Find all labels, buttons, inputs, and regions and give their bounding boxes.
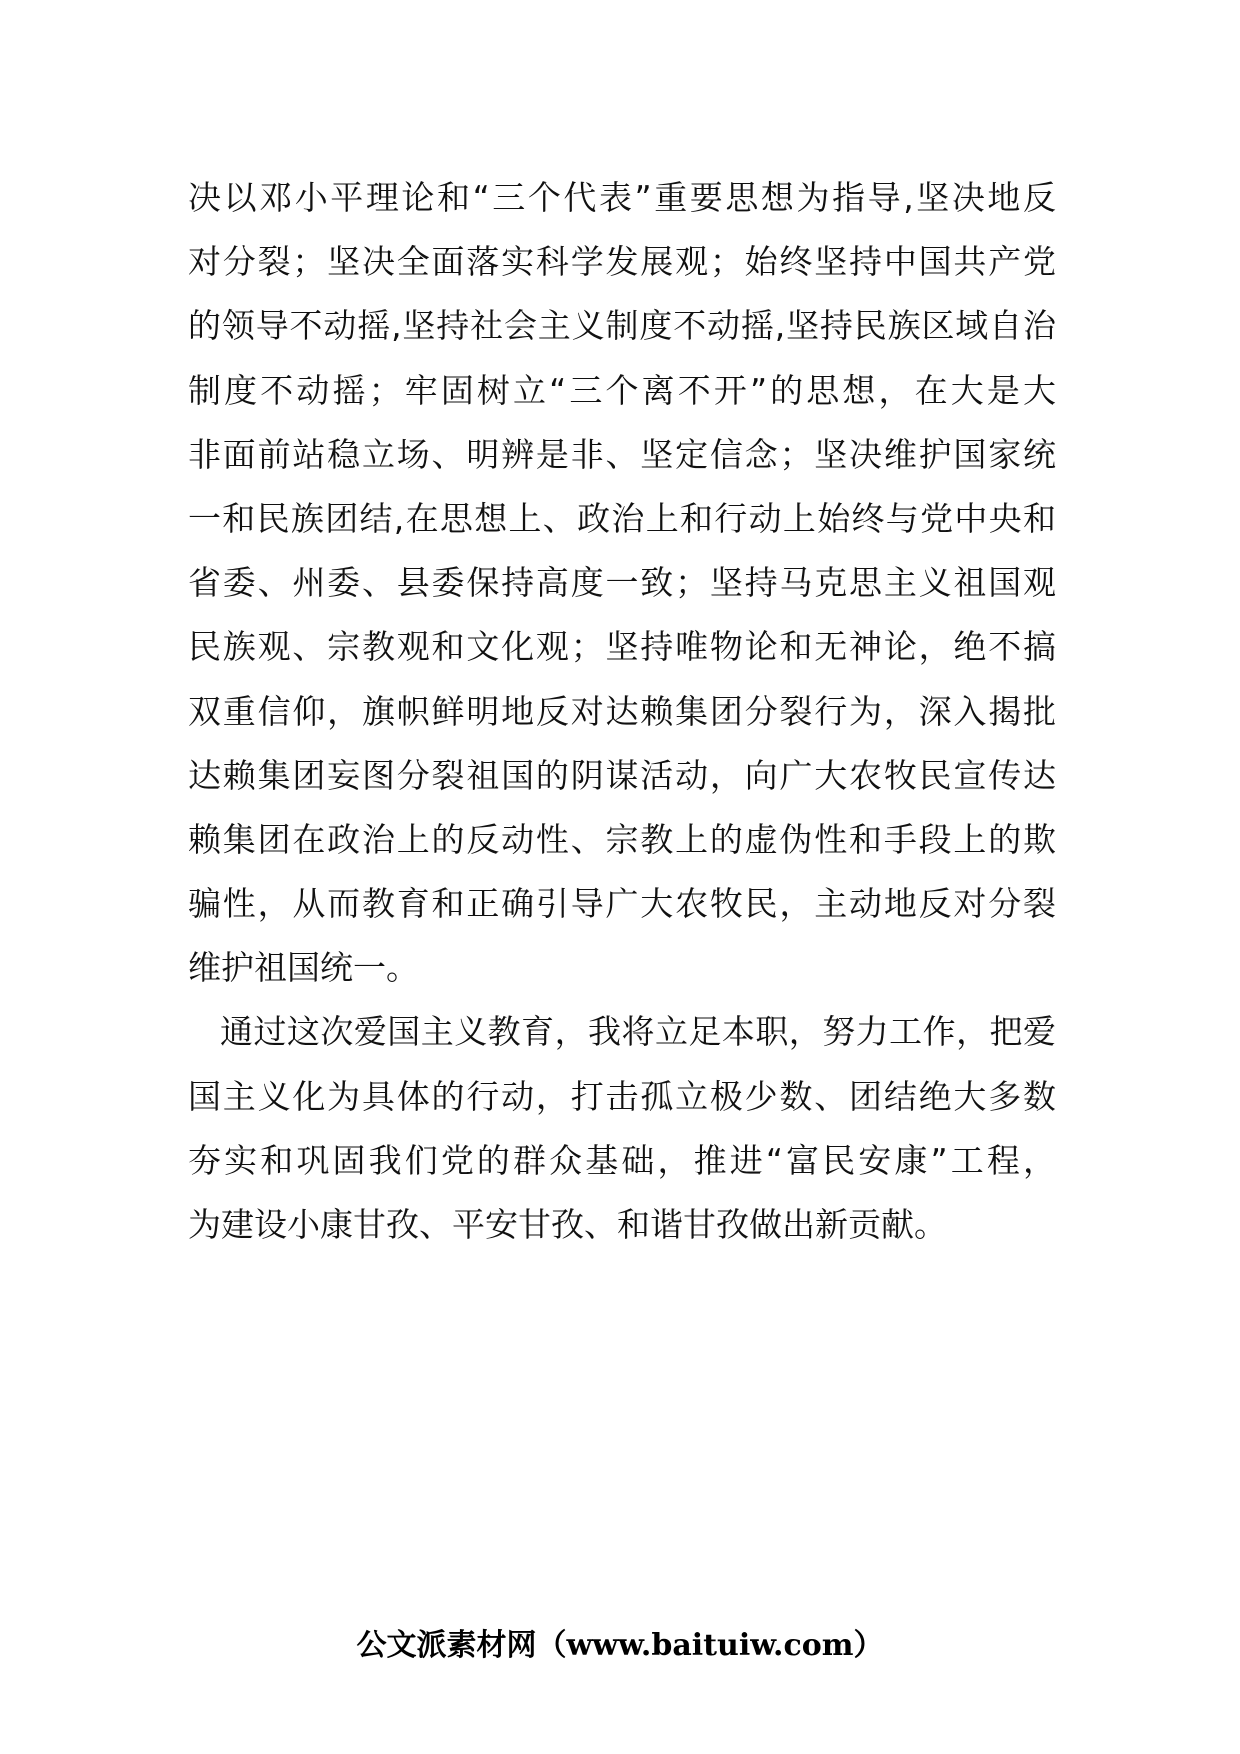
text-line: 民族观、宗教观和文化观；坚持唯物论和无神论，绝不搞 (188, 627, 1056, 667)
text-line: 国主义化为具体的行动，打击孤立极少数、团结绝大多数 (188, 1076, 1056, 1116)
text-line: 达赖集团妄图分裂祖国的阴谋活动，向广大农牧民宣传达 (188, 755, 1056, 795)
document-body (188, 166, 1056, 1257)
text-line: 通过这次爱国主义教育，我将立足本职，努力工作，把爱 (220, 1012, 1056, 1052)
text-line: 对分裂；坚决全面落实科学发展观；始终坚持中国共产党 (188, 242, 1056, 282)
text-line: 赖集团在政治上的反动性、宗教上的虚伪性和手段上的欺 (188, 819, 1056, 859)
text-line: 骗性，从而教育和正确引导广大农牧民，主动地反对分裂 (188, 884, 1056, 924)
text-line: 制度不动摇；牢固树立“三个离不开”的思想，在大是大 (188, 370, 1056, 410)
text-line: 的领导不动摇,坚持社会主义制度不动摇,坚持民族区域自治 (188, 306, 1056, 346)
text-line: 双重信仰，旗帜鲜明地反对达赖集团分裂行为，深入揭批 (188, 691, 1056, 731)
paragraph-2 (188, 1000, 1056, 1257)
text-line: 为建设小康甘孜、平安甘孜、和谐甘孜做出新贡献。 (188, 1205, 947, 1244)
text-line: 非面前站稳立场、明辨是非、坚定信念；坚决维护国家统 (188, 434, 1056, 474)
text-line: 夯实和巩固我们党的群众基础，推进“富民安康”工程， (188, 1140, 1056, 1180)
text-line: 一和民族团结,在思想上、政治上和行动上始终与党中央和 (188, 498, 1056, 538)
text-line: 维护祖国统一。 (188, 948, 419, 988)
footer-source-credit: 公文派素材网（www.baituiw.com） (356, 1628, 884, 1663)
paragraph-1 (188, 166, 1056, 1000)
text-line: 决以邓小平理论和“三个代表”重要思想为指导,坚决地反 (188, 178, 1056, 217)
text-line: 省委、州委、县委保持高度一致；坚持马克思主义祖国观 (188, 563, 1056, 603)
